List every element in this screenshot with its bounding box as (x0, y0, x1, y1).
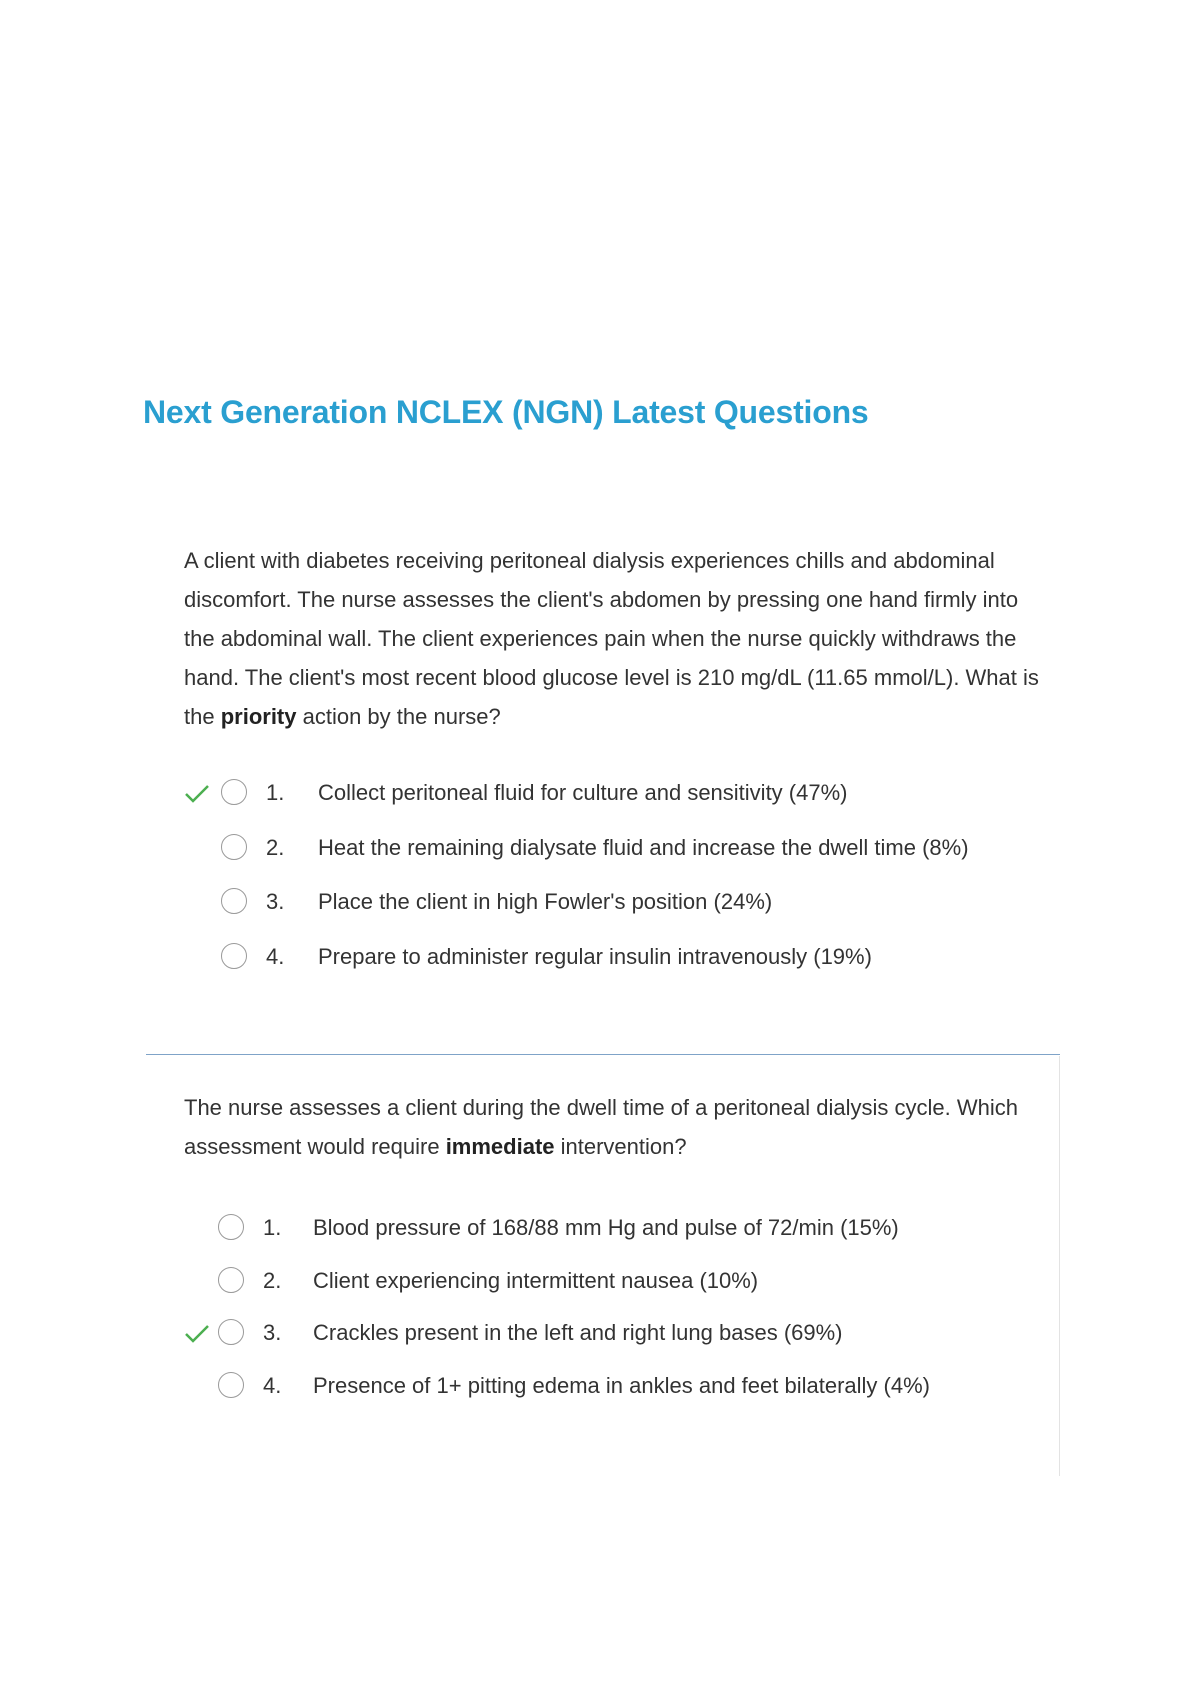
question-stem: The nurse assesses a client during the dwell time of a peritoneal dialysis cycle. Which assessment would require immediate intervention? (184, 1095, 1018, 1159)
radio-button[interactable] (221, 888, 247, 914)
answer-option[interactable] (184, 1372, 1084, 1425)
answer-option[interactable] (184, 1267, 1084, 1320)
option-text: Blood pressure of 168/88 mm Hg and pulse of 72/min (15%) (313, 1215, 899, 1240)
answer-option[interactable] (184, 1319, 1084, 1372)
radio-button[interactable] (218, 1372, 244, 1398)
radio-button[interactable] (218, 1267, 244, 1293)
radio-button[interactable] (218, 1214, 244, 1240)
checkmark-icon (184, 783, 210, 805)
answer-option[interactable] (184, 943, 1084, 998)
question-stem: A client with diabetes receiving peritoneal dialysis experiences chills and abdominal discomfort. The nurse assesses the client's abdomen by pressing one hand firmly into the abdominal wall. The client experiences pain when the nurse quickly withdraws the hand. The client's most recent blood glucose level is 210 mg/dL (11.65 mmol/L). What is the priority action by the nurse? (184, 548, 1039, 729)
answer-options (184, 1214, 1084, 1424)
option-number: 2. (263, 1267, 282, 1293)
option-number: 3. (266, 889, 285, 914)
option-number: 4. (266, 943, 285, 969)
option-number: 2. (266, 834, 285, 860)
option-text: Collect peritoneal fluid for culture and sensitivity (47%) (318, 780, 848, 805)
radio-button[interactable] (221, 834, 247, 860)
checkmark-icon (184, 1323, 210, 1345)
option-text: Prepare to administer regular insulin intravenously (19%) (318, 943, 872, 969)
answer-options (184, 779, 1084, 997)
option-number: 4. (263, 1372, 282, 1398)
radio-button[interactable] (221, 779, 247, 805)
option-text: Heat the remaining dialysate fluid and increase the dwell time (8%) (318, 834, 969, 860)
question-1 (184, 541, 1044, 969)
question-2 (184, 1088, 1044, 1398)
option-number: 1. (266, 780, 285, 805)
option-number: 1. (263, 1215, 282, 1240)
option-text: Client experiencing intermittent nausea (10%) (313, 1267, 759, 1293)
answer-option[interactable] (184, 1214, 1084, 1267)
radio-button[interactable] (218, 1319, 244, 1345)
section-divider (146, 1054, 1060, 1055)
option-text: Crackles present in the left and right lung bases (69%) (313, 1320, 843, 1345)
emphasis-word: priority (220, 704, 297, 729)
radio-button[interactable] (221, 943, 247, 969)
option-text: Presence of 1+ pitting edema in ankles and feet bilaterally (4%) (313, 1372, 930, 1398)
answer-option[interactable] (184, 834, 1084, 889)
answer-option[interactable] (184, 888, 1084, 943)
answer-option[interactable] (184, 779, 1084, 834)
emphasis-word: immediate (445, 1134, 555, 1159)
option-text: Place the client in high Fowler's position (24%) (318, 889, 773, 914)
option-number: 3. (263, 1320, 282, 1345)
page-title: Next Generation NCLEX (NGN) Latest Questions (143, 394, 869, 430)
